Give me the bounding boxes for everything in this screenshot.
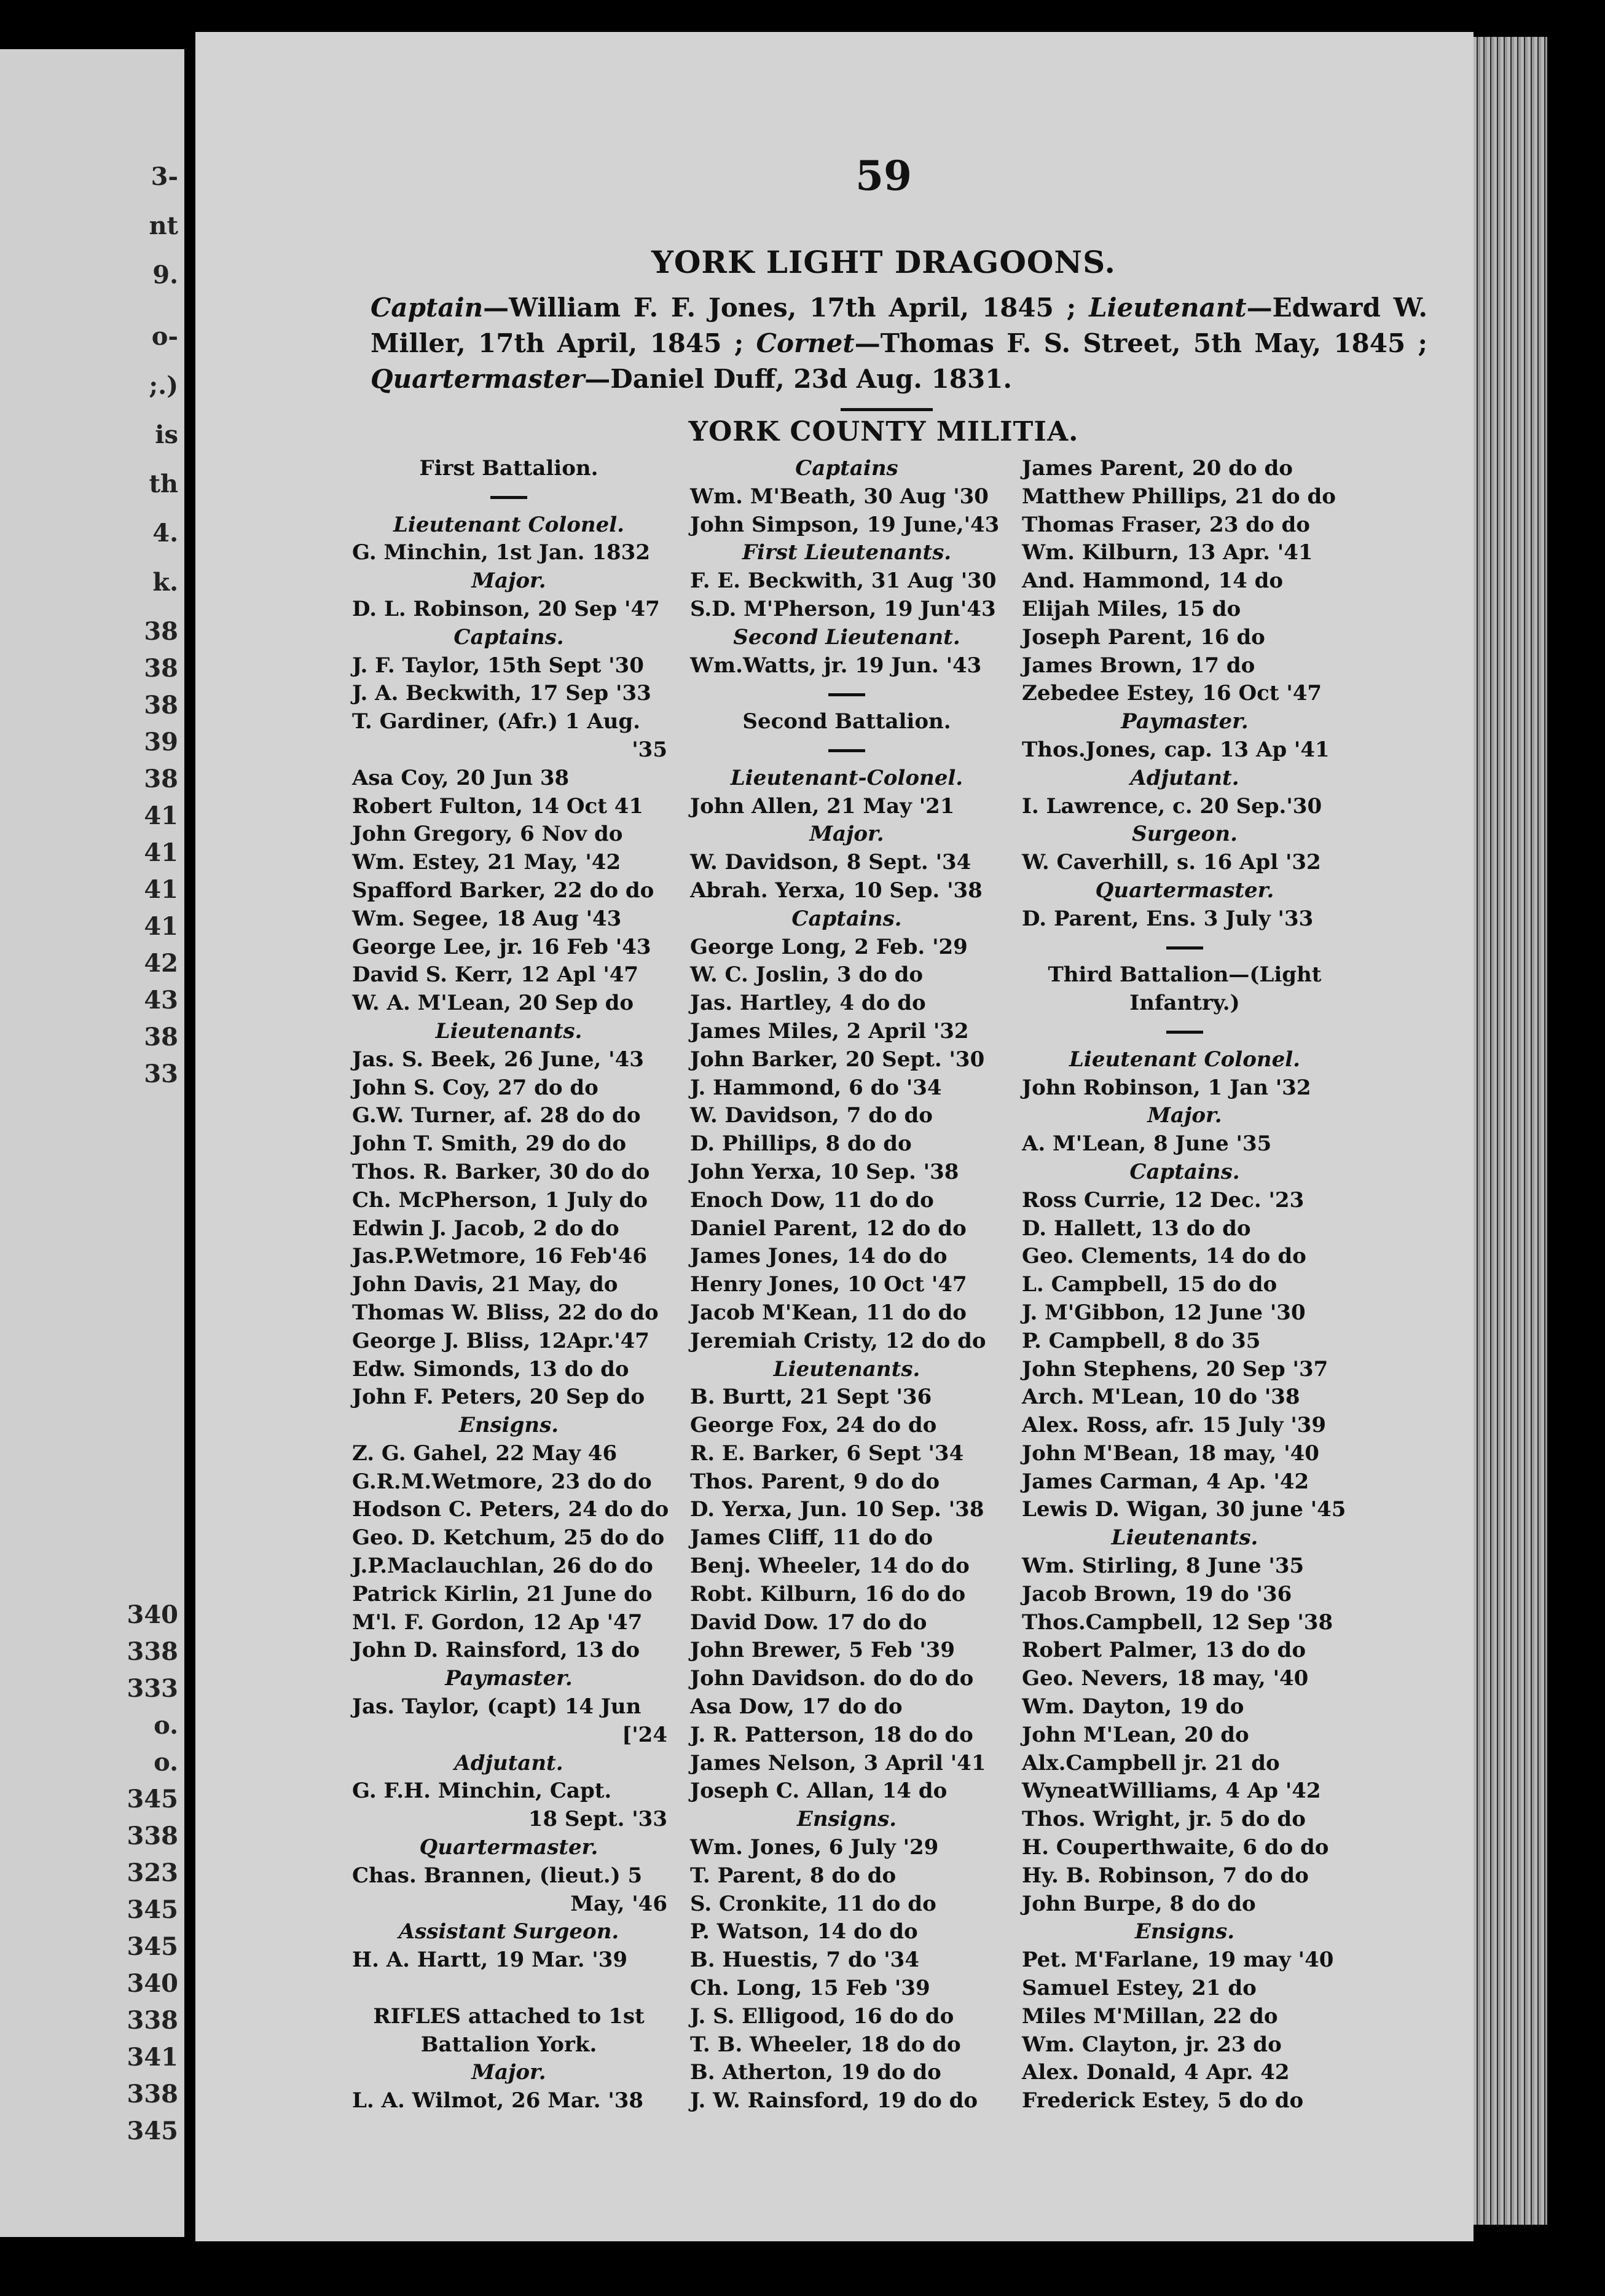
left-page-text-fragment: 341 [127, 2043, 178, 2072]
column-rule [1013, 1018, 1357, 1046]
left-page-text-fragment: ;.) [149, 371, 178, 400]
roster-entry: George Fox, 24 do do [690, 1413, 937, 1438]
left-page-text-fragment: 41 [144, 801, 178, 830]
roster-entry: Wm. Dayton, 19 do [1022, 1694, 1244, 1720]
left-page-text-fragment: 338 [127, 1637, 178, 1666]
roster-entry: Thos.Campbell, 12 Sep '38 [1022, 1610, 1333, 1635]
roster-entry: Thos. Wright, jr. 5 do do [1022, 1807, 1306, 1832]
roster-entry: J.P.Maclauchlan, 26 do do [352, 1554, 653, 1579]
roster-entry: Elijah Miles, 15 do [1022, 596, 1241, 621]
rank-heading: Lieutenants. [435, 1018, 583, 1044]
roster-entry: John Davis, 21 May, do [352, 1272, 618, 1297]
roster-entry: J. F. Taylor, 15th Sept '30 [352, 653, 644, 678]
roster-column-1 [343, 455, 675, 2115]
roster-entry: James Nelson, 3 April '41 [690, 1750, 986, 1775]
battalion-heading: Second Battalion. [742, 709, 951, 734]
roster-entry: T. Parent, 8 do do [690, 1863, 897, 1888]
roster-entry: Benj. Wheeler, 14 do do [690, 1554, 970, 1579]
roster-entry: Thos. R. Barker, 30 do do [352, 1159, 650, 1184]
roster-entry: B. Burtt, 21 Sept '36 [690, 1385, 932, 1410]
roster-entry: B. Huestis, 7 do '34 [690, 1948, 919, 1973]
roster-entry: F. E. Beckwith, 31 Aug '30 [690, 568, 997, 594]
roster-entry: Matthew Phillips, 21 do do [1022, 484, 1336, 509]
left-page-text-fragment: 340 [127, 1969, 178, 1998]
left-page-text-fragment: is [155, 420, 178, 449]
roster-entry: James Carman, 4 Ap. '42 [1022, 1469, 1309, 1494]
column-rule [1013, 934, 1357, 962]
left-page-text-fragment: 41 [144, 838, 178, 867]
left-page-text-fragment: 3- [151, 162, 178, 191]
roster-entry: Wm. Estey, 21 May, '42 [352, 850, 621, 875]
role-cornet: Cornet [756, 328, 855, 358]
rank-heading: Major. [809, 822, 884, 847]
rank-heading: Lieutenant Colonel. [1069, 1047, 1300, 1072]
left-page-text-fragment: k. [152, 568, 178, 597]
roster-entry: Zebedee Estey, 16 Oct '47 [1022, 681, 1322, 706]
roster-entry: John Simpson, 19 June,'43 [690, 512, 1000, 537]
section-title-dragoons: YORK LIGHT DRAGOONS. [651, 244, 1116, 280]
rank-heading: Captains. [791, 906, 902, 931]
roster-entry: J. Hammond, 6 do '34 [690, 1075, 942, 1100]
left-page-text-fragment: 345 [127, 1932, 178, 1961]
rank-heading: Lieutenant Colonel. [393, 512, 624, 537]
roster-entry: J. M'Gibbon, 12 June '30 [1022, 1300, 1306, 1325]
officer-lieutenant: —Edward W. Miller, 17th April, 1845 ; [371, 293, 1427, 358]
roster-entry: Joseph C. Allan, 14 do [690, 1779, 948, 1804]
roster-entry: D. Phillips, 8 do do [690, 1131, 912, 1157]
roster-entry-continuation: ['24 [622, 1722, 667, 1747]
roster-entry: I. Lawrence, c. 20 Sep.'30 [1022, 793, 1322, 819]
rank-heading: Adjutant. [454, 1750, 563, 1775]
roster-entry: B. Atherton, 19 do do [690, 2060, 941, 2085]
left-page-text-fragment: th [149, 470, 178, 498]
roster-entry: H. Couperthwaite, 6 do do [1022, 1835, 1329, 1860]
roster-entry: Alx.Campbell jr. 21 do [1022, 1750, 1280, 1775]
roster-entry: Jas.P.Wetmore, 16 Feb'46 [352, 1244, 648, 1269]
roster-entry-continuation: May, '46 [570, 1891, 667, 1916]
roster-column-3 [1013, 455, 1357, 2115]
column-rule [343, 483, 675, 511]
roster-entry: J. S. Elligood, 16 do do [690, 2003, 954, 2029]
roster-entry: Robert Palmer, 13 do do [1022, 1638, 1306, 1663]
battalion-heading: First Battalion. [419, 456, 598, 481]
roster-entry: John D. Rainsford, 13 do [352, 1638, 640, 1663]
roster-entry: Spafford Barker, 22 do do [352, 878, 654, 903]
roster-entry: Wm. Stirling, 8 June '35 [1022, 1554, 1305, 1579]
officer-captain: —William F. F. Jones, 17th April, 1845 ; [483, 293, 1089, 323]
roster-entry-continuation: '35 [632, 737, 667, 762]
roster-entry: D. Parent, Ens. 3 July '33 [1022, 906, 1314, 931]
rule-mark [490, 496, 527, 499]
roster-entry: George Long, 2 Feb. '29 [690, 934, 968, 959]
rank-heading: Lieutenants. [773, 1356, 920, 1382]
roster-entry: Lewis D. Wigan, 30 june '45 [1022, 1497, 1346, 1522]
roster-entry: John Barker, 20 Sept. '30 [690, 1047, 985, 1072]
left-page-text-fragment: 338 [127, 1822, 178, 1850]
roster-entry: Abrah. Yerxa, 10 Sep. '38 [690, 878, 983, 903]
roster-entry: And. Hammond, 14 do [1022, 568, 1284, 594]
roster-entry: Ch. Long, 15 Feb '39 [690, 1976, 930, 2001]
left-page-text-fragment: 38 [144, 617, 178, 646]
roster-entry: Ch. McPherson, 1 July do [352, 1187, 648, 1213]
roster-entry: J. A. Beckwith, 17 Sep '33 [352, 681, 651, 706]
rank-heading: Quartermaster. [1095, 878, 1274, 903]
roster-entry: David Dow. 17 do do [690, 1610, 927, 1635]
roster-entry: WyneatWilliams, 4 Ap '42 [1022, 1779, 1321, 1804]
rank-heading: First Lieutenants. [742, 540, 952, 565]
battalion-heading: Third Battalion—(Light [1048, 962, 1322, 988]
roster-entry: Geo. D. Ketchum, 25 do do [352, 1525, 665, 1551]
left-page-text-fragment: o. [154, 1748, 178, 1777]
roster-entry: S. Cronkite, 11 do do [690, 1891, 936, 1916]
roster-entry: John Yerxa, 10 Sep. '38 [690, 1159, 959, 1184]
book-page [195, 32, 1474, 2241]
roster-entry: Robt. Kilburn, 16 do do [690, 1581, 966, 1606]
roster-entry: Chas. Brannen, (lieut.) 5 [352, 1863, 643, 1888]
roster-entry: Z. G. Gahel, 22 May 46 [352, 1441, 618, 1466]
dragoons-officers-paragraph [371, 290, 1427, 397]
rank-heading: Major. [471, 2060, 546, 2085]
left-page-text-fragment: 38 [144, 765, 178, 793]
roster-entry: James Brown, 17 do [1022, 653, 1255, 678]
rank-heading: Ensigns. [1134, 1919, 1235, 1944]
rule-mark [828, 749, 865, 752]
roster-entry: James Cliff, 11 do do [690, 1525, 933, 1551]
roster-entry: P. Watson, 14 do do [690, 1919, 918, 1944]
roster-entry: D. L. Robinson, 20 Sep '47 [352, 596, 660, 621]
page-number: 59 [855, 152, 912, 200]
roster-entry: Wm. Clayton, jr. 23 do [1022, 2032, 1282, 2057]
rank-heading: Major. [471, 568, 546, 594]
left-page-text-fragment: 345 [127, 1895, 178, 1924]
role-quartermaster: Quartermaster [371, 364, 585, 394]
roster-entry: W. Davidson, 7 do do [690, 1103, 933, 1128]
roster-entry-continuation: 18 Sept. '33 [528, 1807, 667, 1832]
roster-entry: George J. Bliss, 12Apr.'47 [352, 1328, 649, 1353]
rank-heading: Captains [795, 456, 898, 481]
column-rule [681, 680, 1013, 708]
roster-entry: Jas. Taylor, (capt) 14 Jun [352, 1694, 642, 1720]
roster-entry: D. Yerxa, Jun. 10 Sep. '38 [690, 1497, 984, 1522]
left-page-text-fragment: 323 [127, 1858, 178, 1887]
roster-entry: John F. Peters, 20 Sep do [352, 1385, 645, 1410]
roster-entry: G. F.H. Minchin, Capt. [352, 1779, 612, 1804]
roster-column-2 [681, 455, 1013, 2115]
roster-entry: Thos.Jones, cap. 13 Ap '41 [1022, 737, 1330, 762]
roster-entry: D. Hallett, 13 do do [1022, 1216, 1251, 1241]
rank-heading: Surgeon. [1132, 822, 1238, 847]
roster-entry: Joseph Parent, 16 do [1022, 624, 1265, 650]
left-page-text-fragment: 4. [152, 519, 178, 548]
rank-heading: Adjutant. [1130, 765, 1239, 790]
left-page-text-fragment: 39 [144, 728, 178, 757]
roster-entry: W. Davidson, 8 Sept. '34 [690, 850, 971, 875]
roster-entry: A. M'Lean, 8 June '35 [1022, 1131, 1272, 1157]
roster-entry: Wm. Jones, 6 July '29 [690, 1835, 939, 1860]
left-page-text-fragment: 41 [144, 912, 178, 941]
roster-entry: Asa Dow, 17 do do [690, 1694, 903, 1720]
rule-mark [828, 693, 865, 696]
roster-entry: John Stephens, 20 Sep '37 [1022, 1356, 1328, 1382]
roster-entry: James Miles, 2 April '32 [690, 1018, 969, 1044]
rank-heading: Second Lieutenant. [733, 624, 960, 650]
adjacent-page-fragment [0, 49, 184, 2237]
roster-entry: Asa Coy, 20 Jun 38 [352, 765, 570, 790]
roster-entry: Jacob Brown, 19 do '36 [1022, 1581, 1292, 1606]
left-page-text-fragment: o. [154, 1711, 178, 1740]
roster-entry: R. E. Barker, 6 Sept '34 [690, 1441, 964, 1466]
roster-entry: H. A. Hartt, 19 Mar. '39 [352, 1948, 628, 1973]
role-captain: Captain [371, 293, 484, 323]
roster-entry: John Allen, 21 May '21 [690, 793, 955, 819]
roster-entry: S.D. M'Pherson, 19 Jun'43 [690, 596, 996, 621]
roster-entry: Pet. M'Farlane, 19 may '40 [1022, 1948, 1334, 1973]
rank-heading: Paymaster. [1121, 709, 1249, 734]
roster-entry: P. Campbell, 8 do 35 [1022, 1328, 1261, 1353]
roster-entry: Miles M'Millan, 22 do [1022, 2003, 1278, 2029]
roster-entry: John Burpe, 8 do do [1022, 1891, 1256, 1916]
left-page-text-fragment: 42 [144, 949, 178, 978]
roster-entry: T. Gardiner, (Afr.) 1 Aug. [352, 709, 640, 734]
left-page-text-fragment: 38 [144, 654, 178, 683]
roster-entry: Edwin J. Jacob, 2 do do [352, 1216, 619, 1241]
rule-mark [1166, 1031, 1203, 1034]
roster-entry: John M'Lean, 20 do [1022, 1722, 1249, 1747]
roster-entry: Robert Fulton, 14 Oct 41 [352, 793, 644, 819]
roster-entry: John Gregory, 6 Nov do [352, 822, 623, 847]
roster-entry: Arch. M'Lean, 10 do '38 [1022, 1385, 1300, 1410]
roster-entry: John Robinson, 1 Jan '32 [1022, 1075, 1311, 1100]
battalion-heading: RIFLES attached to 1st [373, 2003, 645, 2029]
rank-heading: Ensigns. [796, 1807, 897, 1832]
left-page-text-fragment: 38 [144, 1023, 178, 1052]
left-page-text-fragment: nt [149, 211, 178, 240]
roster-entry: James Jones, 14 do do [690, 1244, 948, 1269]
rank-heading: Captains. [1129, 1159, 1240, 1184]
roster-entry: Jacob M'Kean, 11 do do [690, 1300, 967, 1325]
roster-entry: G. Minchin, 1st Jan. 1832 [352, 540, 650, 565]
section-divider [841, 408, 933, 411]
rank-heading: Paymaster. [445, 1666, 573, 1691]
roster-entry: Jas. Hartley, 4 do do [690, 991, 926, 1016]
roster-entry: John S. Coy, 27 do do [352, 1075, 598, 1100]
left-page-text-fragment: 33 [144, 1060, 178, 1088]
rule-mark [1166, 946, 1203, 949]
roster-entry: John Brewer, 5 Feb '39 [690, 1638, 956, 1663]
roster-entry: L. Campbell, 15 do do [1022, 1272, 1277, 1297]
left-page-text-fragment: 38 [144, 691, 178, 720]
roster-entry: Wm. Segee, 18 Aug '43 [352, 906, 622, 931]
roster-entry: Ross Currie, 12 Dec. '23 [1022, 1187, 1305, 1213]
roster-entry: Alex. Ross, afr. 15 July '39 [1022, 1413, 1327, 1438]
roster-entry: W. C. Joslin, 3 do do [690, 962, 924, 988]
roster-entry: Thos. Parent, 9 do do [690, 1469, 940, 1494]
roster-entry: G.W. Turner, af. 28 do do [352, 1103, 641, 1128]
roster-entry: John M'Bean, 18 may, '40 [1022, 1441, 1319, 1466]
roster-entry: J. W. Rainsford, 19 do do [690, 2088, 978, 2113]
roster-entry: Samuel Estey, 21 do [1022, 1976, 1257, 2001]
roster-entry: Wm.Watts, jr. 19 Jun. '43 [690, 653, 982, 678]
role-lieutenant: Lieutenant [1089, 293, 1247, 323]
battalion-heading: Battalion York. [420, 2032, 597, 2057]
officer-quartermaster: —Daniel Duff, 23d Aug. 1831. [584, 364, 1013, 394]
roster-entry: Thomas Fraser, 23 do do [1022, 512, 1310, 537]
left-page-text-fragment: 338 [127, 2006, 178, 2035]
roster-entry: Enoch Dow, 11 do do [690, 1187, 934, 1213]
roster-entry: Geo. Clements, 14 do do [1022, 1244, 1306, 1269]
rank-heading: Lieutenant-Colonel. [730, 765, 963, 790]
roster-entry: Thomas W. Bliss, 22 do do [352, 1300, 659, 1325]
roster-entry: W. Caverhill, s. 16 Apl '32 [1022, 850, 1321, 875]
roster-entry: J. R. Patterson, 18 do do [690, 1722, 973, 1747]
roster-entry: David S. Kerr, 12 Apl '47 [352, 962, 639, 988]
roster-entry: Edw. Simonds, 13 do do [352, 1356, 629, 1382]
roster-entry: John T. Smith, 29 do do [352, 1131, 627, 1157]
roster-entry: John Davidson. do do do [690, 1666, 974, 1691]
roster-entry: Daniel Parent, 12 do do [690, 1216, 967, 1241]
battalion-heading: Infantry.) [1129, 991, 1240, 1016]
left-page-text-fragment: 340 [127, 1600, 178, 1629]
rank-heading: Lieutenants. [1111, 1525, 1258, 1551]
roster-entry: Jeremiah Cristy, 12 do do [690, 1328, 986, 1353]
roster-entry: James Parent, 20 do do [1022, 456, 1293, 481]
roster-entry: T. B. Wheeler, 18 do do [690, 2032, 961, 2057]
rank-heading: Assistant Surgeon. [398, 1919, 619, 1944]
rank-heading: Captains. [453, 624, 564, 650]
rank-heading: Quartermaster. [419, 1835, 598, 1860]
left-page-text-fragment: 345 [127, 1785, 178, 1814]
roster-entry: Wm. Kilburn, 13 Apr. '41 [1022, 540, 1313, 565]
officer-cornet: —Thomas F. S. Street, 5th May, 1845 ; [854, 328, 1427, 358]
roster-entry: Geo. Nevers, 18 may, '40 [1022, 1666, 1309, 1691]
roster-entry: Patrick Kirlin, 21 June do [352, 1581, 653, 1606]
left-page-text-fragment: 9. [152, 261, 178, 289]
page-stack-edge [1474, 37, 1547, 2225]
left-page-text-fragment: o- [151, 322, 178, 351]
left-page-text-fragment: 345 [127, 2117, 178, 2145]
roster-entry: L. A. Wilmot, 26 Mar. '38 [352, 2088, 644, 2113]
roster-entry: Hodson C. Peters, 24 do do [352, 1497, 669, 1522]
roster-entry: Henry Jones, 10 Oct '47 [690, 1272, 967, 1297]
rank-heading: Ensigns. [458, 1413, 559, 1438]
left-page-text-fragment: 333 [127, 1674, 178, 1703]
roster-entry: W. A. M'Lean, 20 Sep do [352, 991, 634, 1016]
column-rule [681, 736, 1013, 765]
left-page-text-fragment: 338 [127, 2080, 178, 2109]
rank-heading: Major. [1147, 1103, 1222, 1128]
roster-entry: George Lee, jr. 16 Feb '43 [352, 934, 651, 959]
roster-entry: Jas. S. Beek, 26 June, '43 [352, 1047, 644, 1072]
left-page-text-fragment: 41 [144, 875, 178, 904]
roster-entry: Alex. Donald, 4 Apr. 42 [1022, 2060, 1290, 2085]
roster-entry: M'l. F. Gordon, 12 Ap '47 [352, 1610, 643, 1635]
left-page-text-fragment: 43 [144, 986, 178, 1015]
roster-entry: Wm. M'Beath, 30 Aug '30 [690, 484, 989, 509]
roster-entry: G.R.M.Wetmore, 23 do do [352, 1469, 652, 1494]
section-title-militia: YORK COUNTY MILITIA. [688, 416, 1079, 447]
roster-entry: Frederick Estey, 5 do do [1022, 2088, 1304, 2113]
roster-entry: Hy. B. Robinson, 7 do do [1022, 1863, 1309, 1888]
